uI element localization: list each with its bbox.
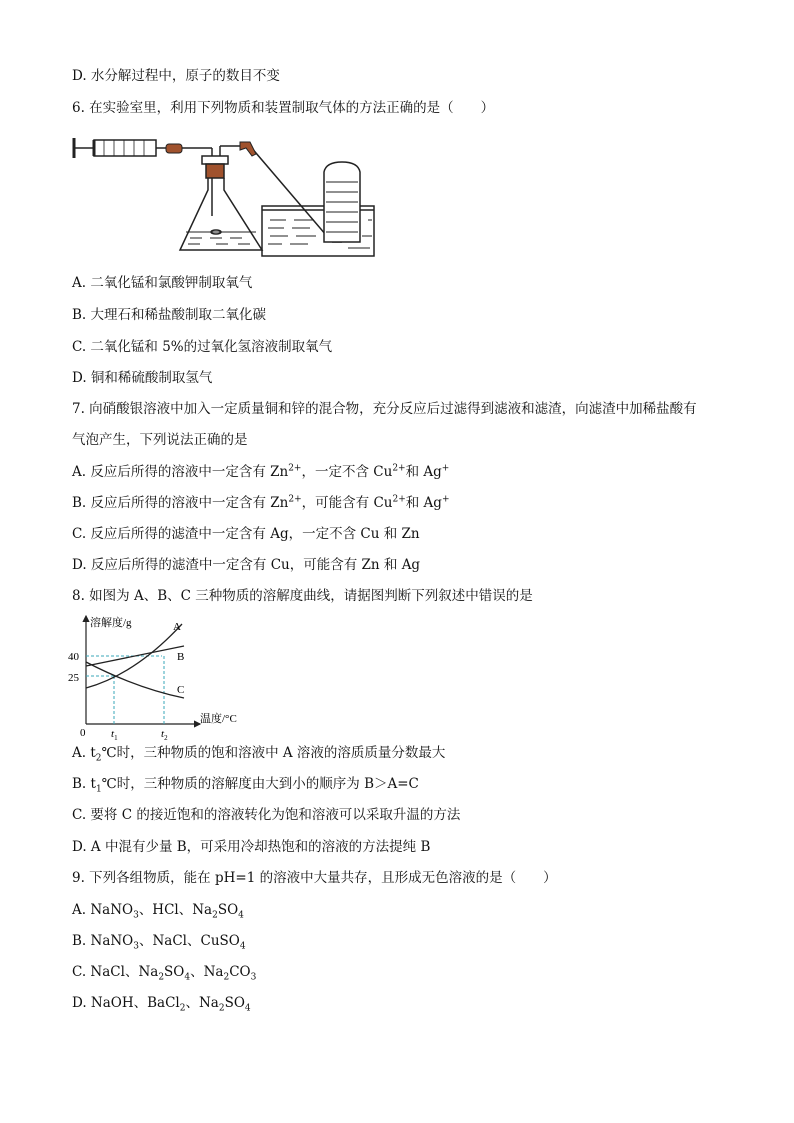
q6-option-c: C. 二氧化锰和 5%的过氧化氢溶液制取氧气 xyxy=(72,339,333,355)
q6-stem: 6. 在实验室里，利用下列物质和装置制取气体的方法正确的是（ ） xyxy=(72,100,495,116)
q9-option-c: C. NaCl、$Na_2SO_4$、$Na_2CO_3$ xyxy=(72,964,257,983)
q7-option-b: B. 反应后所得的溶液中一定含有 $Zn^{2+}$，可能含有 $Cu^{2+}$和 Ag+ xyxy=(72,494,450,511)
label-b: B xyxy=(177,651,185,663)
q5-option-d: D. 水分解过程中，原子的数目不变 xyxy=(72,68,280,84)
q8-option-d: D. A 中混有少量 B，可采用冷却热饱和的溶液的方法提纯 B xyxy=(72,839,431,855)
x-tick-t1: $t_1$ xyxy=(111,728,118,742)
q8-stem: 8. 如图为 A、B、C 三种物质的溶解度曲线，请据图判断下列叙述中错误的是 xyxy=(72,588,533,604)
q7-option-c: C. 反应后所得的滤渣中一定含有 Ag，一定不含 Cu 和 Zn xyxy=(72,526,420,542)
q9-stem: 9. 下列各组物质，能在 pH=1 的溶液中大量共存，且形成无色溶液的是（ ） xyxy=(72,870,557,886)
solubility-curve-chart xyxy=(66,612,256,742)
water-trough-illustration xyxy=(262,162,374,256)
q8-option-b: B. $t_1℃$时，三种物质的溶解度由大到小的顺序为 B＞A=C xyxy=(72,776,419,795)
label-a: A xyxy=(173,621,181,633)
q9-option-d: D. NaOH、BaCl$_2$、$Na_2SO_4$ xyxy=(72,995,251,1014)
conical-flask-illustration xyxy=(180,156,262,250)
origin-label: 0 xyxy=(80,727,86,739)
q7-option-a: A. 反应后所得的溶液中一定含有 $Zn^{2+}$，一定不含 $Cu^{2+}$和 Ag+ xyxy=(72,463,450,480)
q6-option-b: B. 大理石和稀盐酸制取二氧化碳 xyxy=(72,307,267,323)
q9-option-a: A. NaNO$_3$、HCl、$Na_2SO_4$ xyxy=(72,902,244,921)
label-c: C xyxy=(177,684,185,696)
q9-option-b: B. NaNO$_3$、NaCl、CuSO$_4$ xyxy=(72,933,246,952)
q7-stem-line1: 7. 向硝酸银溶液中加入一定质量铜和锌的混合物，充分反应后过滤得到滤液和滤渣，向滤渣中加稀盐酸有 xyxy=(72,401,697,417)
q7-stem-line2: 气泡产生，下列说法正确的是 xyxy=(72,432,248,448)
curve-c xyxy=(86,662,184,698)
q8-option-c: C. 要将 C 的接近饱和的溶液转化为饱和溶液可以采取升温的方法 xyxy=(72,807,461,823)
gas-collection-apparatus xyxy=(70,132,390,262)
y-tick-25: 25 xyxy=(68,672,79,684)
q6-option-d: D. 铜和稀硫酸制取氢气 xyxy=(72,370,213,386)
curve-b xyxy=(86,646,184,666)
y-tick-40: 40 xyxy=(68,651,79,663)
q8-option-a: A. $t_2℃$时，三种物质的饱和溶液中 A 溶液的溶质质量分数最大 xyxy=(72,745,446,764)
q6-option-a: A. 二氧化锰和氯酸钾制取氧气 xyxy=(72,275,253,291)
y-axis-label: 溶解度/g xyxy=(90,617,132,629)
x-axis-label: 温度/°C xyxy=(200,713,237,725)
x-tick-t2: $t_2$ xyxy=(161,728,168,742)
q7-option-d: D. 反应后所得的滤渣中一定含有 Cu，可能含有 Zn 和 Ag xyxy=(72,557,421,573)
syringe-illustration xyxy=(74,138,166,158)
